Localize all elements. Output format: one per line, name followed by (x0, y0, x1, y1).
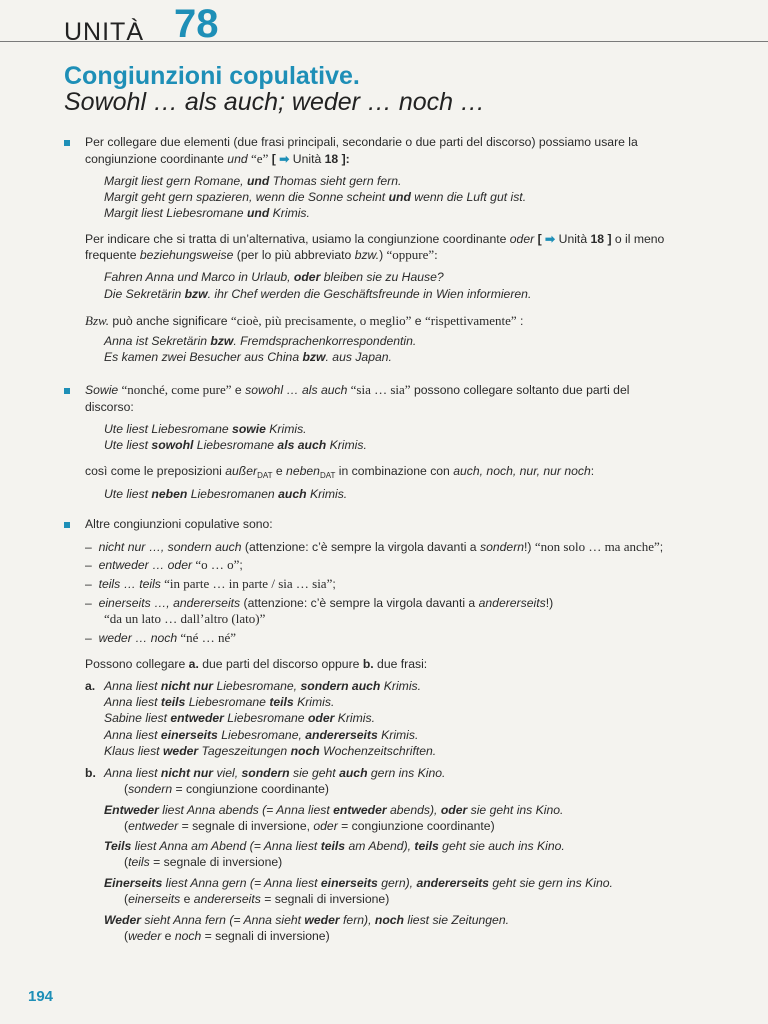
example-sentence: Es kamen zwei Besucher aus China bzw. aus Japan. (104, 350, 392, 364)
list-item-continuation: “da un lato … dall’altro (lato)” (104, 611, 266, 626)
example-sentence: Anna liest nicht nur Liebesromane, sondern auch Krimis. (104, 679, 422, 693)
list-item: – nicht nur …, sondern auch (attenzione: c’è sempre la virgola davanti a sondern!) “non solo … ma anche”; (85, 539, 664, 554)
example-note: (entweder = segnale di inversione, oder = congiunzione coordinante) (124, 819, 495, 833)
paragraph-line: discorso: (85, 400, 134, 414)
example-sentence: Weder sieht Anna fern (= Anna sieht weder fern), noch liest sie Zeitungen. (104, 913, 510, 927)
list-label-a: a. (85, 679, 96, 693)
example-sentence: Fahren Anna und Marco in Urlaub, oder bleiben sie zu Hause? (104, 270, 444, 284)
example-sentence: Margit liest gern Romane, und Thomas sieht gern fern. (104, 174, 402, 188)
arrow-right-icon: ➡ (279, 152, 290, 166)
example-sentence: Klaus liest weder Tageszeitungen noch Wochenzeitschriften. (104, 744, 437, 758)
paragraph-line: frequente beziehungsweise (per lo più abbreviato bzw.) “oppure”: (85, 247, 438, 262)
list-item: – weder … noch “né … né” (85, 630, 236, 645)
paragraph-line: Altre congiunzioni copulative sono: (85, 517, 273, 531)
example-note: (sondern = congiunzione coordinante) (124, 782, 329, 796)
example-note: (einerseits e andererseits = segnali di inversione) (124, 892, 390, 906)
example-sentence: Ute liest sowohl Liebesromane als auch Krimis. (104, 438, 367, 452)
list-label-b: b. (85, 766, 96, 780)
example-sentence: Sabine liest entweder Liebesromane oder Krimis. (104, 711, 375, 725)
list-item: – einerseits …, andererseits (attenzione: c’è sempre la virgola davanti a andererseits!) (85, 596, 554, 610)
example-sentence: Ute liest Liebesromane sowie Krimis. (104, 422, 307, 436)
example-note: (weder e noch = segnali di inversione) (124, 929, 330, 943)
paragraph-line: così come le preposizioni außer$_{DAT}$ e neben$_{DAT}$ in combinazione con auch, noch, nur, nur noch: (85, 464, 595, 480)
example-sentence: Einerseits liest Anna gern (= Anna liest einerseits gern), andererseits geht sie gern ins Kino. (104, 876, 613, 890)
page-number: 194 (28, 988, 54, 1005)
example-sentence: Anna liest einerseits Liebesromane, andererseits Krimis. (104, 728, 419, 742)
example-sentence: Teils liest Anna am Abend (= Anna liest teils am Abend), teils geht sie auch ins Kino. (104, 839, 565, 853)
example-sentence: Anna ist Sekretärin bzw. Fremdsprachenkorrespondentin. (104, 334, 417, 348)
paragraph-line: Per indicare che si tratta di un’alternativa, usiamo la congiunzione coordinante oder [ ➡ Unità 18 ] o il meno (85, 232, 665, 246)
example-sentence: Die Sekretärin bzw. ihr Chef werden die Geschäftsfreunde in Wien informieren. (104, 287, 532, 301)
list-item: – teils … teils “in parte … in parte / sia … sia”; (85, 576, 336, 591)
example-note: (teils = segnale di inversione) (124, 855, 283, 869)
example-sentence: Entweder liest Anna abends (= Anna liest entweder abends), oder sie geht ins Kino. (104, 803, 564, 817)
paragraph-line: congiunzione coordinante und “e” [ ➡ Unità 18 ]: (85, 151, 350, 166)
unit-header (0, 0, 768, 50)
square-bullet-icon (64, 388, 70, 394)
unit-label: UNITÀ (64, 18, 144, 46)
example-sentence: Margit liest Liebesromane und Krimis. (104, 206, 310, 220)
example-sentence: Ute liest neben Liebesromanen auch Krimis. (104, 487, 348, 501)
example-sentence: Margit geht gern spazieren, wenn die Sonne scheint und wenn die Luft gut ist. (104, 190, 527, 204)
unit-number: 78 (174, 2, 219, 46)
page-subtitle: Sowohl … als auch; weder … noch … (64, 88, 486, 116)
square-bullet-icon (64, 140, 70, 146)
paragraph-line: Sowie “nonché, come pure” e sowohl … als auch “sia … sia” possono collegare soltanto due parti del (85, 382, 630, 397)
paragraph-line: Per collegare due elementi (due frasi principali, secondarie o due parti del discorso) possiamo usare la (85, 135, 638, 149)
example-sentence: Anna liest teils Liebesromane teils Krimis. (104, 695, 335, 709)
page-title: Congiunzioni copulative. (64, 62, 360, 90)
example-sentence: Anna liest nicht nur viel, sondern sie geht auch gern ins Kino. (104, 766, 446, 780)
square-bullet-icon (64, 522, 70, 528)
arrow-right-icon: ➡ (545, 232, 556, 246)
paragraph-line: Bzw. può anche significare “cioè, più precisamente, o meglio” e “rispettivamente” : (85, 313, 524, 328)
list-item: – entweder … oder “o … o”; (85, 557, 243, 572)
paragraph-line: Possono collegare a. due parti del discorso oppure b. due frasi: (85, 657, 428, 671)
